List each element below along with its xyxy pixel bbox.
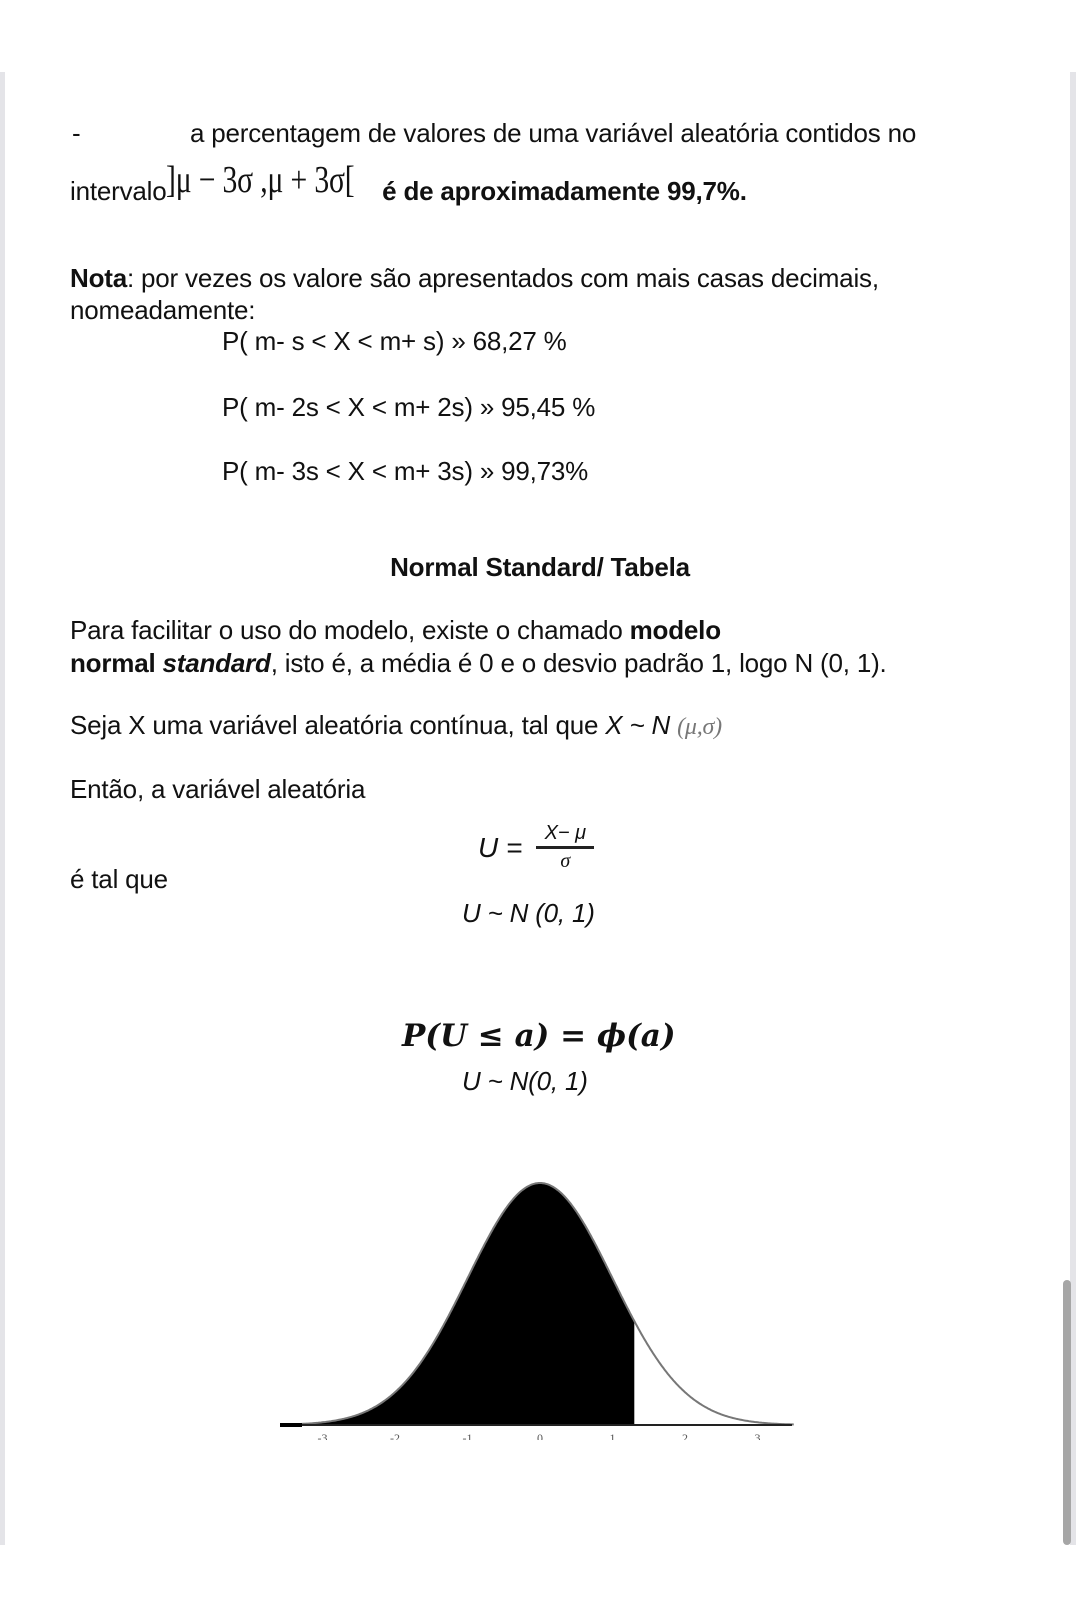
formula-fraction [536, 822, 594, 873]
u-distribution-1: U ~ N (0, 1) [462, 898, 595, 928]
para2-math: X ~ N [605, 710, 671, 740]
nota-line1 [70, 263, 879, 293]
probability-item-3: P( m- 3s < X < m+ 3s) » 99,73% [222, 456, 589, 486]
x-tick-label: 2 [682, 1431, 688, 1440]
formula-denominator: σ [560, 850, 571, 872]
page-left-border [0, 72, 5, 1545]
x-tick-label: -1 [462, 1431, 473, 1440]
paragraph-entao: Então, a variável aleatória [70, 774, 366, 804]
formula-standardization [478, 822, 594, 873]
normal-curve-chart [280, 1170, 800, 1445]
para1-rest: , isto é, a média é 0 e o desvio padrão 1, logo N (0, 1). [270, 648, 887, 678]
formula-numerator: X− μ [544, 822, 587, 844]
x-tick-label: 3 [754, 1431, 761, 1440]
para1-bold: modelo [629, 615, 721, 645]
probability-item-2: P( m- 2s < X < m+ 2s) » 95,45 % [222, 392, 596, 422]
nota-text: : por vezes os valore são apresentados com mais casas decimais, [126, 263, 879, 293]
paragraph-tal-que: é tal que [70, 864, 168, 894]
para2-text: Seja X uma variável aleatória contínua, tal que [70, 710, 606, 740]
normal-curve-svg [280, 1170, 800, 1440]
interval-result: é de aproximadamente 99,7%. [382, 176, 747, 206]
nota-label: Nota [70, 263, 127, 293]
paragraph-modelo-line1 [70, 615, 721, 645]
x-tick-label: -2 [390, 1431, 400, 1440]
x-tick-label: 1 [609, 1431, 616, 1440]
bullet-text-line1: a percentagem de valores de uma variável aleatória contidos no [190, 118, 917, 148]
para2-math-params: (μ,σ) [677, 714, 722, 740]
interval-math: ]μ − 3σ ,μ + 3σ[ [166, 159, 356, 201]
interval-prefix: intervalo [70, 176, 167, 206]
section-title: Normal Standard/ Tabela [390, 552, 690, 582]
u-distribution-2: U ~ N(0, 1) [462, 1066, 588, 1096]
interval-line [70, 159, 747, 206]
x-tick-label: -3 [317, 1431, 328, 1440]
para1-bold-normal: normal [70, 648, 163, 678]
formula-lhs: U = [478, 831, 523, 863]
para1-text: Para facilitar o uso do modelo, existe o chamado [70, 615, 630, 645]
para1-bold-italic-standard: standard [162, 648, 271, 678]
probability-item-1: P( m- s < X < m+ s) » 68,27 % [222, 326, 567, 356]
nota-line2: nomeadamente: [70, 295, 256, 325]
paragraph-modelo-line2 [70, 648, 887, 678]
bullet-marker: - [72, 118, 81, 148]
paragraph-seja [70, 710, 722, 742]
x-tick-label: 0 [537, 1431, 543, 1440]
vertical-scrollbar-thumb[interactable] [1063, 1280, 1071, 1545]
x-axis-ticks [318, 1431, 761, 1440]
cdf-formula: P(U ≤ a) = ϕ(a) [402, 1018, 676, 1054]
